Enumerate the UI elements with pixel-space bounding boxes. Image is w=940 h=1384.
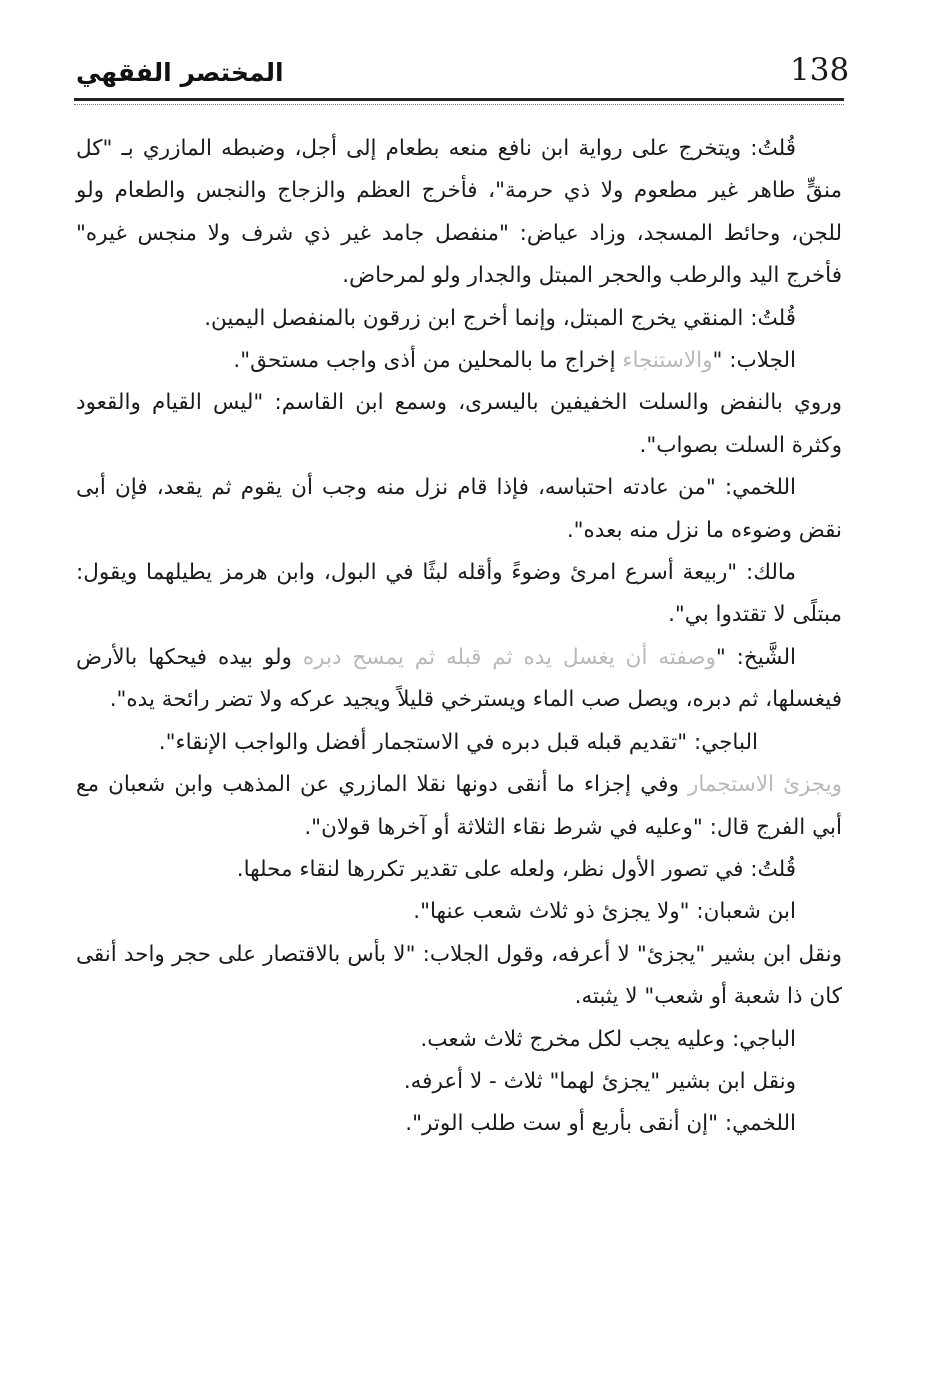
book-title: المختصر الفقهي (76, 58, 284, 87)
paragraph: قُلتُ: في تصور الأول نظر، ولعله على تقدير تكررها لنقاء محلها. (236, 856, 796, 882)
faded-text: وصفته أن يغسل يده ثم قبله ثم يمسح دبره (302, 644, 716, 670)
paragraph-text: ولو بيده فيحكها بالأرض فيغسلها، ثم دبره، ويصل صب الماء ويسترخي قليلاً ويجيد عركه ولا تضر رائحة يده". (76, 644, 842, 713)
paragraph: الباجي: "تقديم قبله قبل دبره في الاستجمار أفضل والواجب الإنقاء". (158, 729, 758, 755)
paragraph: اللخمي: "من عادته احتباسه، فإذا قام نزل منه وجب أن يقوم ثم يقعد، فإن أبى نقض وضوءه ما نزل منه بعده". (76, 475, 842, 543)
paragraph: ابن شعبان: "ولا يجزئ ذو ثلاث شعب عنها". (413, 899, 796, 925)
header-rule-dotted (74, 104, 844, 105)
paragraph: ونقل ابن بشير "يجزئ" لا أعرفه، وقول الجلاب: "لا بأس بالاقتصار على حجر واحد أنقى كان ذا شعبة أو شعب" لا يثبته. (76, 941, 842, 1010)
page-header (74, 52, 850, 100)
paragraph (76, 637, 842, 722)
paragraph (76, 764, 842, 849)
paragraph-text: الجلاب: " (712, 348, 796, 374)
paragraph: وروي بالنفض والسلت الخفيفين باليسرى، وسمع ابن القاسم: "ليس القيام والقعود وكثرة السلت بصواب". (76, 390, 842, 458)
faded-text: والاستنجاء (622, 348, 713, 374)
paragraph-text: إخراج ما بالمحلين من أذى واجب مستحق". (233, 348, 623, 374)
paragraph: مالك: "ربيعة أسرع امرئ وضوءً وأقله لبثًا في البول، وابن هرمز يطيلهما ويقول: مبتلًى لا تقتدوا بي". (76, 560, 842, 628)
header-rule (74, 98, 844, 101)
page-number: 138 (790, 52, 850, 88)
paragraph: الباجي: وعليه يجب لكل مخرج ثلاث شعب. (420, 1026, 796, 1052)
paragraph: اللخمي: "إن أنقى بأربع أو ست طلب الوتر". (405, 1111, 796, 1137)
paragraph (76, 340, 842, 382)
paragraph-text: الشَّيخ: " (715, 644, 796, 670)
paragraph: قُلتُ: المنقي يخرج المبتل، وإنما أخرج ابن زرقون بالمنفصل اليمين. (204, 305, 796, 331)
paragraph: قُلتُ: ويتخرج على رواية ابن نافع منعه بطعام إلى أجل، وضبطه المازري بـ "كل منقٍّ طاهر غير مطعوم ولا ذي حرمة"، فأخرج العظم والزجاج والنجس والطعام ولو للجن، وحائط المسجد، وزاد عياض: "منفصل جامد غير ذي شرف ولا منجس غيره" فأخرج اليد والرطب والحجر المبتل والجدار ولو لمرحاض. (76, 136, 842, 289)
paragraph: ونقل ابن بشير "يجزئ لهما" ثلاث - لا أعرفه. (403, 1068, 796, 1094)
faded-text: ويجزئ الاستجمار (687, 772, 843, 798)
body-text (76, 128, 842, 1146)
paragraph-text: وفي إجزاء ما أنقى دونها نقلا المازري عن المذهب وابن شعبان مع أبي الفرج قال: "وعليه في شرط نقاء الثلاثة أو آخرها قولان". (76, 772, 842, 840)
